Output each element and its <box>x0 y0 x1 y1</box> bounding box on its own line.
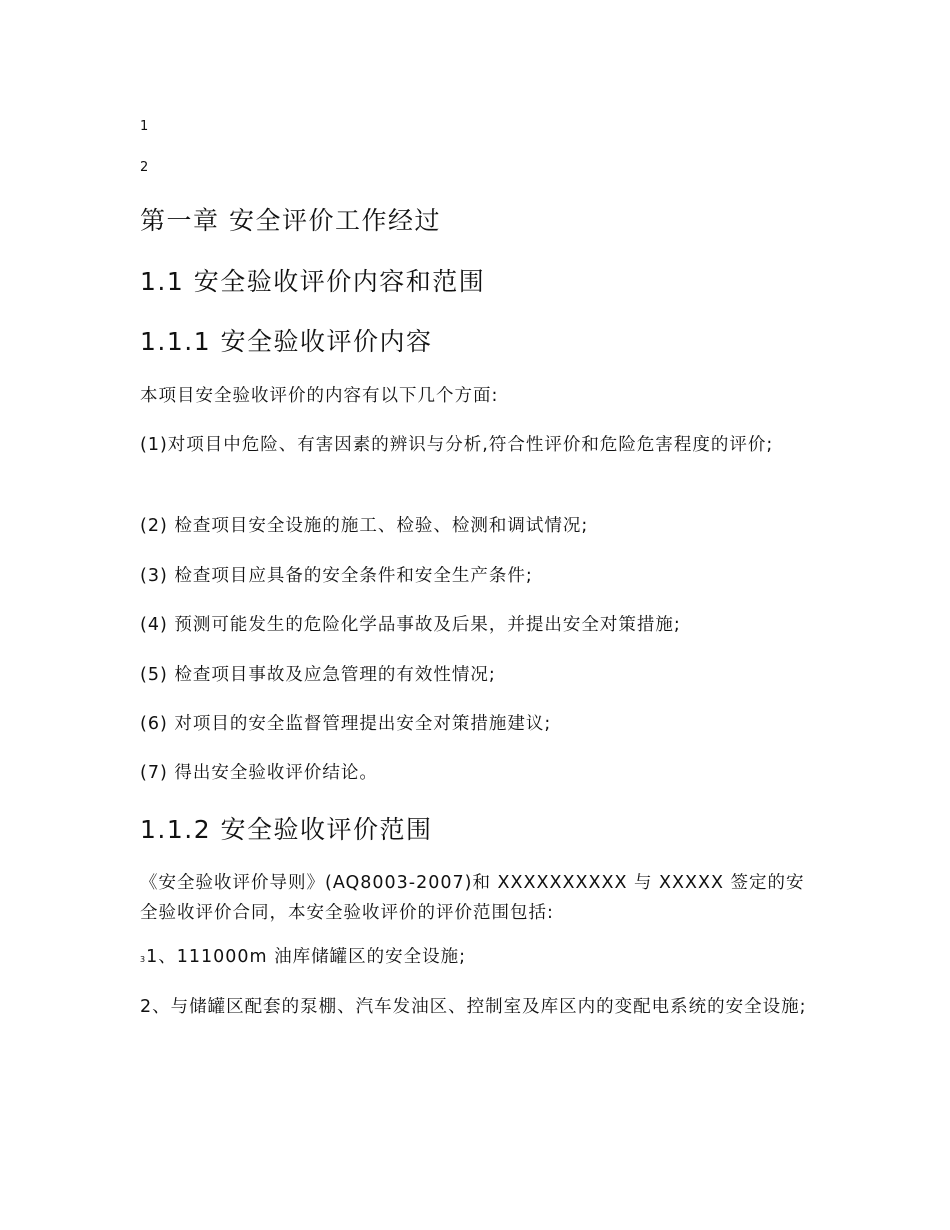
list-item <box>140 942 808 975</box>
paragraph: 《安全验收评价导则》(AQ8003-2007)和 XXXXXXXXXX 与 XXXXX 签定的安全验收评价合同，本安全验收评价的评价范围包括: <box>140 873 805 923</box>
list-item: (5) 检查项目事故及应急管理的有效性情况; <box>140 665 496 685</box>
list-item: (4) 预测可能发生的危险化学品事故及后果，并提出安全对策措施; <box>140 615 681 635</box>
list-item: (7) 得出安全验收评价结论。 <box>140 763 378 783</box>
list-item: (1)对项目中危险、有害因素的辨识与分析,符合性评价和危险危害程度的评价; <box>140 435 774 455</box>
list-item: (3) 检查项目应具备的安全条件和安全生产条件; <box>140 566 533 586</box>
list-item: (6) 对项目的安全监督管理提出安全对策措施建议; <box>140 714 552 734</box>
list-item: (2) 检查项目安全设施的施工、检验、检测和调试情况; <box>140 516 589 536</box>
page-number: 2 <box>140 160 149 175</box>
section-title: 1.1 安全验收评价内容和范围 <box>140 267 486 296</box>
list-item-text: 1、111000m 油库储罐区的安全设施; <box>146 947 467 967</box>
superscript: 3 <box>140 955 146 964</box>
subsection-title: 1.1.1 安全验收评价内容 <box>140 327 433 356</box>
paragraph: 本项目安全验收评价的内容有以下几个方面: <box>140 386 499 406</box>
subsection-title: 1.1.2 安全验收评价范围 <box>140 815 433 844</box>
page-number: 1 <box>140 119 149 134</box>
chapter-title: 第一章 安全评价工作经过 <box>140 206 441 235</box>
list-item: 2、与储罐区配套的泵棚、汽车发油区、控制室及库区内的变配电系统的安全设施; <box>140 997 807 1017</box>
